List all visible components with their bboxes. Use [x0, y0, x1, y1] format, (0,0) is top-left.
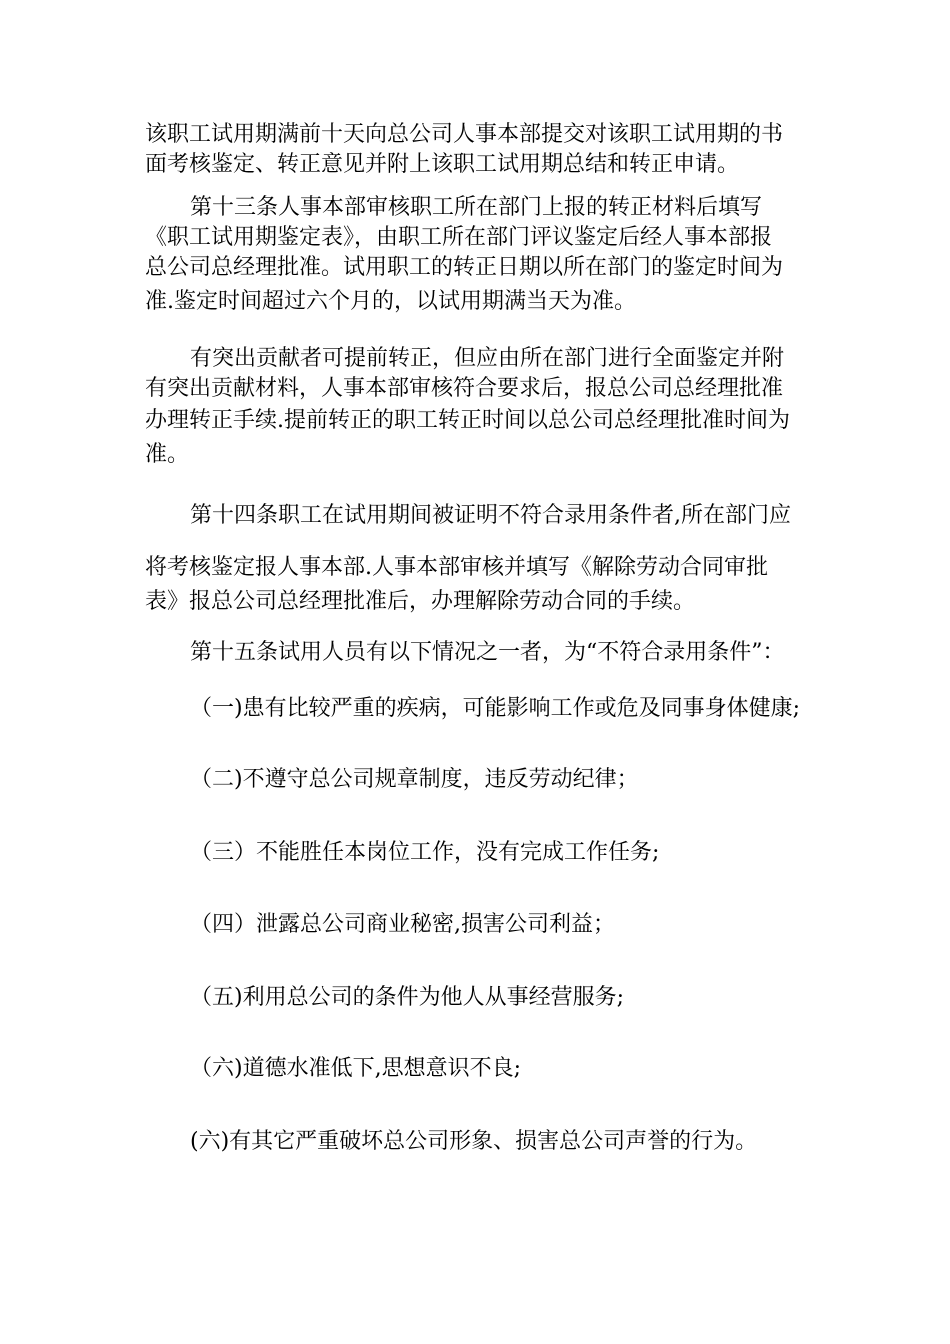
- list-item: （五)利用总公司的条件为他人从事经营服务;: [190, 985, 624, 1010]
- list-item: （二)不遵守总公司规章制度，违反劳动纪律；: [190, 767, 639, 792]
- list-item: (六)有其它严重破坏总公司形象、损害总公司声誉的行为。: [190, 1129, 758, 1154]
- paragraph-line: 总公司总经理批准。试用职工的转正日期以所在部门的鉴定时间为: [145, 255, 784, 280]
- article-15-line: 第十五条试用人员有以下情况之一者，为“不符合录用条件”：: [190, 640, 785, 665]
- list-item: （六)道德水准低下,思想意识不良;: [190, 1056, 521, 1081]
- paragraph-line: 该职工试用期满前十天向总公司人事本部提交对该职工试用期的书: [145, 122, 784, 147]
- list-item: （三）不能胜任本岗位工作，没有完成工作任务;: [190, 840, 660, 865]
- paragraph-line: 办理转正手续.提前转正的职工转正时间以总公司总经理批准时间为: [145, 408, 790, 433]
- article-13-line: 第十三条人事本部审核职工所在部门上报的转正材料后填写: [190, 195, 763, 220]
- paragraph-line: 有突出贡献材料，人事本部审核符合要求后，报总公司总经理批准: [145, 376, 784, 401]
- paragraph-line: 有突出贡献者可提前转正，但应由所在部门进行全面鉴定并附: [190, 346, 785, 371]
- paragraph-line: 面考核鉴定、转正意见并附上该职工试用期总结和转正申请。: [145, 152, 740, 177]
- paragraph-line: 准。: [145, 442, 190, 467]
- article-14-line: 第十四条职工在试用期间被证明不符合录用条件者,所在部门应: [190, 503, 791, 528]
- paragraph-line: 《职工试用期鉴定表》，由职工所在部门评议鉴定后经人事本部报: [145, 225, 773, 250]
- list-item: （四）泄露总公司商业秘密,损害公司利益；: [190, 912, 615, 937]
- paragraph-line: 表》报总公司总经理批准后，办理解除劳动合同的手续。: [145, 589, 696, 614]
- paragraph-line: 准.鉴定时间超过六个月的，以试用期满当天为准。: [145, 289, 636, 314]
- list-item: （一)患有比较严重的疾病，可能影响工作或危及同事身体健康;: [190, 696, 800, 721]
- paragraph-line: 将考核鉴定报人事本部.人事本部审核并填写《解除劳动合同审批: [145, 555, 768, 580]
